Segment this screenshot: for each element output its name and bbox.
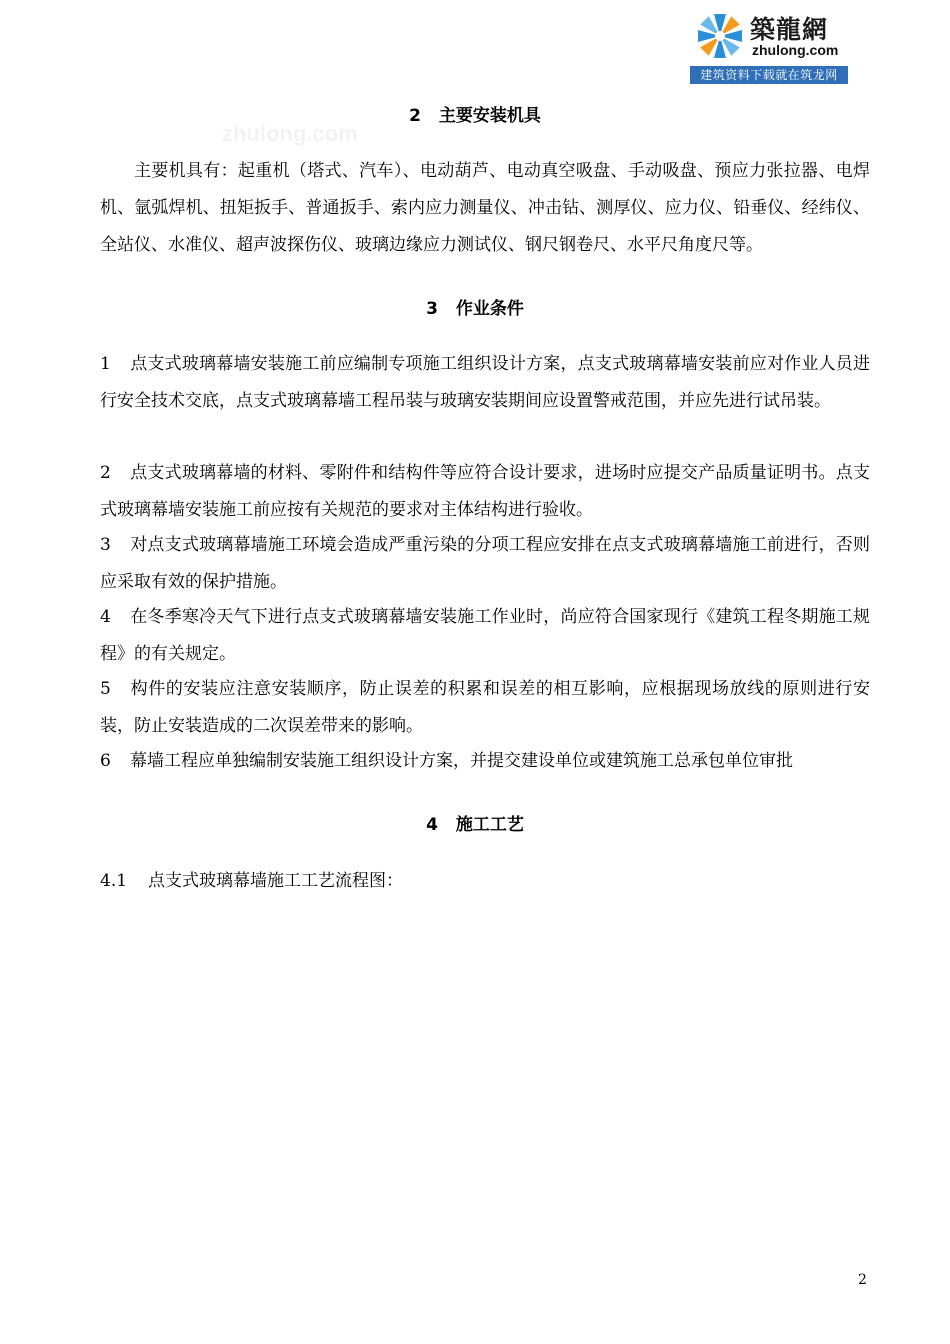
zhulong-logo [690, 6, 848, 84]
item-text: 在冬季寒冷天气下进行点支式玻璃幕墙安装施工作业时，尚应符合国家现行《建筑工程冬期施工规程》的有关规定。 [100, 607, 870, 664]
item-number: 3 [100, 535, 111, 555]
item-text: 幕墙工程应单独编制安装施工组织设计方案，并提交建设单位或建筑施工总承包单位审批 [130, 751, 793, 771]
section-title: 施工工艺 [455, 815, 524, 835]
section-3-heading [0, 294, 950, 319]
item-text: 点支式玻璃幕墙的材料、零附件和结构件等应符合设计要求，进场时应提交产品质量证明书。点支式玻璃幕墙安装施工前应按有关规范的要求对主体结构进行验收。 [100, 463, 870, 520]
logo-slogan: 建筑资料下载就在筑龙网 [690, 66, 848, 84]
subsection-4-1 [100, 868, 403, 894]
logo-domain: zhulong.com [752, 42, 839, 58]
subsection-number: 4.1 [100, 871, 128, 891]
condition-item [100, 671, 870, 745]
item-text: 构件的安装应注意安装顺序，防止误差的积累和误差的相互影响，应根据现场放线的原则进行安装，防止安装造成的二次误差带来的影响。 [100, 679, 870, 736]
section-title: 主要安装机具 [438, 106, 541, 126]
section-number: 3 [426, 299, 438, 319]
subsection-text: 点支式玻璃幕墙施工工艺流程图： [148, 871, 403, 891]
item-number: 4 [100, 607, 111, 627]
condition-item [100, 743, 870, 780]
condition-item [100, 455, 870, 529]
logo-chinese-name: 築龍網 [750, 15, 829, 44]
item-number: 6 [100, 751, 111, 771]
section-title: 作业条件 [455, 299, 524, 319]
page-number: 2 [858, 1272, 867, 1288]
pinwheel-logo-icon [690, 6, 750, 66]
section-2-paragraph: 主要机具有：起重机（塔式、汽车）、电动葫芦、电动真空吸盘、手动吸盘、预应力张拉器、电焊机、氩弧焊机、扭矩扳手、普通扳手、索内应力测量仪、冲击钻、测厚仪、应力仪、铅垂仪、经纬仪、全站仪、水准仪、超声波探伤仪、玻璃边缘应力测试仪、钢尺钢卷尺、水平尺角度尺等。 [100, 161, 870, 255]
condition-item [100, 346, 870, 420]
section-number: 2 [409, 106, 421, 126]
section-2-heading [0, 101, 950, 126]
item-number: 2 [100, 463, 111, 483]
section-number: 4 [426, 815, 438, 835]
section-4-heading [0, 810, 950, 835]
logo-header [690, 6, 848, 66]
item-number: 1 [100, 354, 111, 374]
condition-item [100, 527, 870, 601]
item-text: 对点支式玻璃幕墙施工环境会造成严重污染的分项工程应安排在点支式玻璃幕墙施工前进行，否则应采取有效的保护措施。 [100, 535, 870, 592]
item-number: 5 [100, 679, 111, 699]
watermark: zhulong.com [222, 121, 358, 146]
item-text: 点支式玻璃幕墙安装施工前应编制专项施工组织设计方案，点支式玻璃幕墙安装前应对作业人员进行安全技术交底，点支式玻璃幕墙工程吊装与玻璃安装期间应设置警戒范围，并应先进行试吊装。 [100, 354, 870, 411]
condition-item [100, 599, 870, 673]
